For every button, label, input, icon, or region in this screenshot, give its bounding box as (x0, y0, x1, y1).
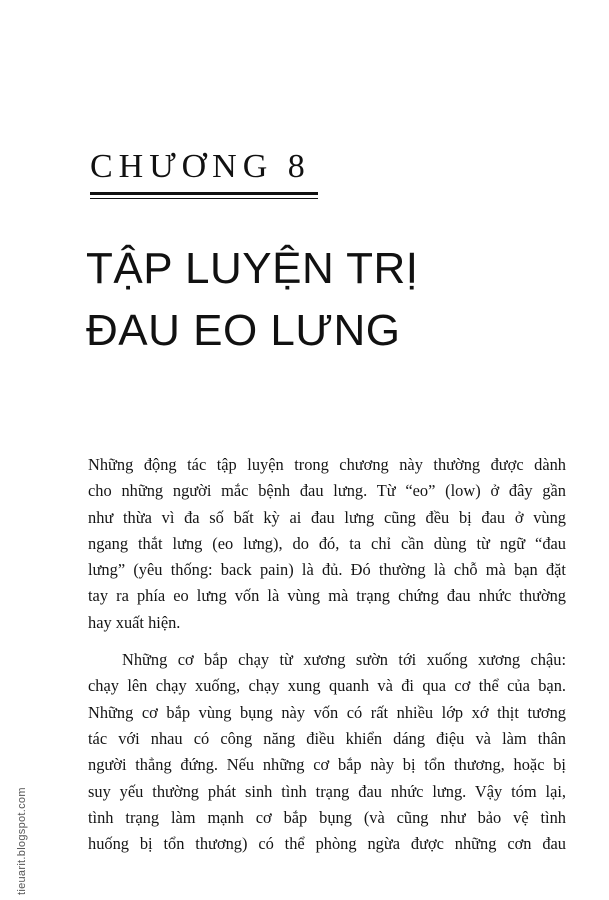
text-line: Những cơ bắp chạy từ xương sườn tới xuống xương chậu: (122, 650, 566, 670)
watermark-text: tieuarit.blogspot.com (16, 787, 28, 895)
text-line: như thừa vì đa số bất kỳ ai đau lưng cũng đều bị đau ở vùng (88, 507, 566, 527)
text-line: Những động tác tập luyện trong chương này thường được dành (88, 455, 566, 474)
chapter-underline (90, 192, 318, 195)
chapter-label: CHƯƠNG 8 (90, 148, 311, 185)
text-line: tay ra phía eo lưng vốn là vùng mà trạng chứng đau nhức thường (88, 586, 566, 606)
paragraph-2 (88, 647, 566, 857)
watermark (2, 735, 28, 895)
text-line: suy yếu thường phát sinh tình trạng đau nhức lưng. Vậy tóm lại, (88, 781, 566, 801)
text-line: người thẳng đứng. Nếu những cơ bắp này bị tổn thương, hoặc bị (88, 755, 566, 775)
text-line: tác với nhau có công năng điều khiển dáng điệu và làm thân (88, 728, 566, 748)
body-text (88, 452, 566, 857)
text-line: cho những người mắc bệnh đau lưng. Từ “eo” (low) ở đây gần (88, 481, 566, 501)
text-line: Những cơ bắp vùng bụng này vốn có rất nhiều lớp xớ thịt tương (88, 702, 566, 722)
text-line: tình trạng làm mạnh cơ bắp bụng (và cũng như bảo vệ tình (88, 807, 566, 827)
chapter-underline-thin (90, 198, 318, 199)
chapter-title-line-2: ĐAU EO LƯNG (86, 306, 401, 355)
text-line: ngang thắt lưng (eo lưng), do đó, ta chỉ cần dùng từ ngữ “đau (88, 533, 566, 553)
text-line: hay xuất hiện. (88, 612, 181, 632)
text-line: chạy lên chạy xuống, chạy xung quanh và đi qua cơ thể của bạn. (88, 676, 566, 696)
text-line: lưng” (yêu thống: back pain) là đủ. Đó thường là chỗ mà bạn đặt (88, 560, 566, 580)
chapter-title-line-1: TẬP LUYỆN TRỊ (86, 244, 419, 293)
paragraph-1 (88, 452, 566, 636)
text-line: huống bị tổn thương) có thể phòng ngừa được những cơn đau (88, 834, 566, 854)
chapter-title (86, 238, 419, 362)
